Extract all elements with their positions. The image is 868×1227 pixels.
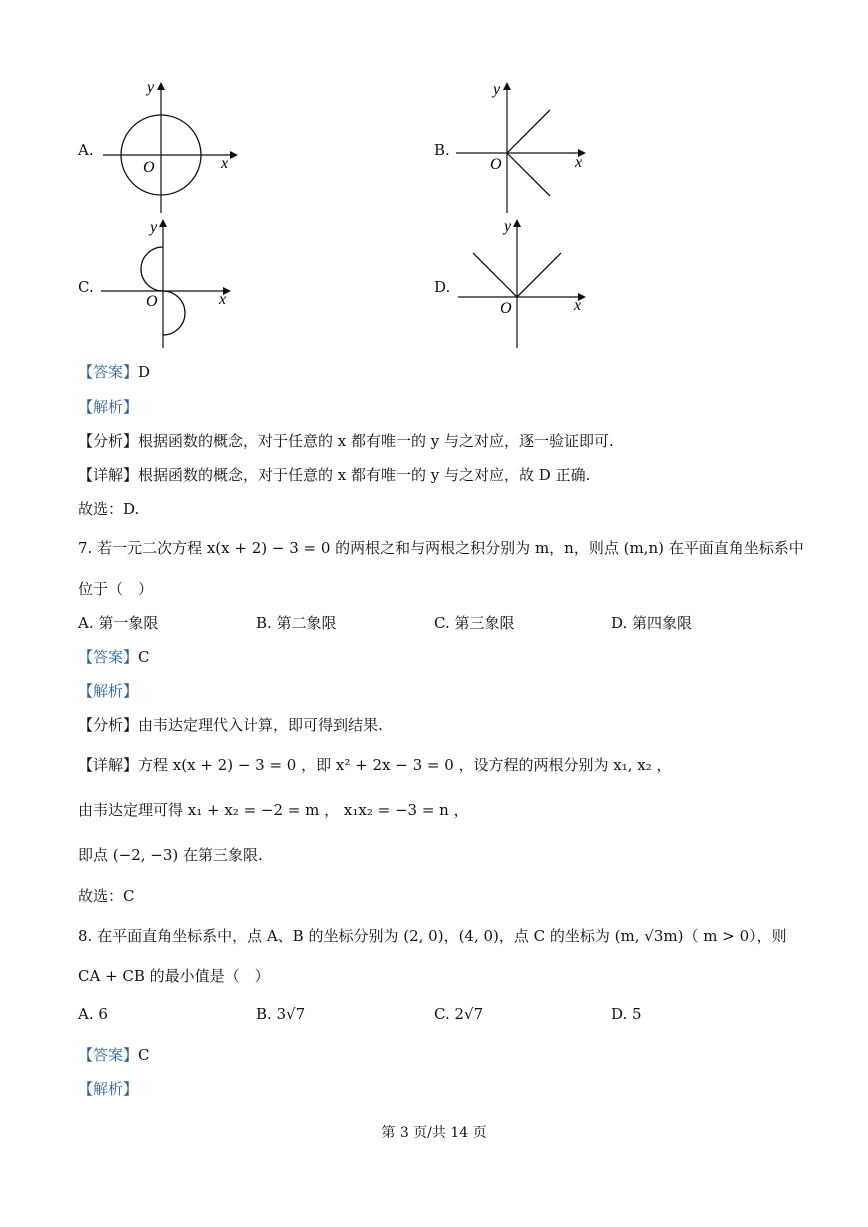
q6-answer-tag: 【答案】 <box>78 363 139 381</box>
page-footer: 第 3 页/共 14 页 <box>381 1125 487 1141</box>
q7-analysis-tag: 【解析】 <box>78 682 139 700</box>
q7-stem-line2: 位于（ ） <box>78 580 154 598</box>
q7-fenxi <box>78 714 383 735</box>
q8-answer-value: C <box>138 1046 150 1064</box>
q6-answer <box>78 361 150 382</box>
option-c-label: C. <box>78 278 94 296</box>
q8-answer-tag: 【答案】 <box>78 1046 139 1064</box>
q7-conclusion: 故选：C <box>78 887 135 905</box>
option-b-label: B. <box>434 141 450 159</box>
q7-xiangjie-line1 <box>78 754 672 775</box>
q7-option-a: A. 第一象限 <box>78 614 159 632</box>
graph-d-origin: O <box>500 300 512 317</box>
q6-xiangjie <box>78 464 590 485</box>
graph-a-x-label: x <box>221 155 229 172</box>
graph-b-origin: O <box>490 156 502 173</box>
graph-d-y-label: y <box>504 218 512 235</box>
q7-option-c: C. 第三象限 <box>434 614 515 632</box>
q7-answer-value: C <box>138 648 150 666</box>
q6-answer-value: D <box>138 363 151 381</box>
graph-d-v-shape <box>452 215 602 355</box>
q8-option-c: C. 2√7 <box>434 1005 484 1023</box>
option-d-label: D. <box>434 278 451 296</box>
q7-option-b: B. 第二象限 <box>256 614 337 632</box>
q6-xiangjie-text: 根据函数的概念，对于任意的 x 都有唯一的 y 与之对应，故 D 正确. <box>138 466 591 484</box>
q8-option-d: D. 5 <box>611 1005 642 1023</box>
q7-answer-tag: 【答案】 <box>78 648 139 666</box>
q7-xiangjie-text: 方程 x(x + 2) − 3 = 0 ，即 x² + 2x − 3 = 0 ，设方程的两根分别为 x₁, x₂ ， <box>138 756 672 774</box>
q7-xiangjie-line3: 即点 (−2, −3) 在第三象限. <box>78 846 263 864</box>
graph-b-y-label: y <box>493 81 501 98</box>
q6-analysis-tag: 【解析】 <box>78 398 139 416</box>
q6-xiangjie-tag: 【详解】 <box>78 466 139 484</box>
q7-xiangjie-tag: 【详解】 <box>78 756 139 774</box>
graph-d-x-label: x <box>574 297 582 314</box>
q6-fenxi-text: 根据函数的概念，对于任意的 x 都有唯一的 y 与之对应，逐一验证即可. <box>138 432 614 450</box>
q6-fenxi-tag: 【分析】 <box>78 432 139 450</box>
graph-a-circle <box>95 78 245 218</box>
q8-option-a: A. 6 <box>78 1005 108 1023</box>
graph-c-semicircles <box>95 215 245 355</box>
q6-fenxi <box>78 430 614 451</box>
q7-answer <box>78 646 150 667</box>
q8-option-b: B. 3√7 <box>256 1005 306 1023</box>
graph-c-origin: O <box>146 293 158 310</box>
option-a-label: A. <box>78 141 94 159</box>
q8-analysis-tag: 【解析】 <box>78 1080 139 1098</box>
q7-xiangjie-line2: 由韦达定理可得 x₁ + x₂ = −2 = m ， x₁x₂ = −3 = n ， <box>78 801 469 819</box>
graph-c-x-label: x <box>219 291 227 308</box>
graph-a-origin: O <box>143 159 155 176</box>
q6-conclusion: 故选：D. <box>78 500 140 518</box>
q7-option-d: D. 第四象限 <box>611 614 693 632</box>
q7-stem-line1: 7. 若一元二次方程 x(x + 2) − 3 = 0 的两根之和与两根之积分别为 m，n，则点 (m,n) 在平面直角坐标系中 <box>78 539 804 557</box>
q7-fenxi-text: 由韦达定理代入计算，即可得到结果. <box>138 716 383 734</box>
q8-answer <box>78 1044 150 1065</box>
q8-stem-line1: 8. 在平面直角坐标系中，点 A、B 的坐标分别为 (2, 0)，(4, 0)，点 C 的坐标为 (m, √3m)（ m > 0），则 <box>78 927 787 945</box>
graph-b-rays <box>452 78 602 218</box>
q7-fenxi-tag: 【分析】 <box>78 716 139 734</box>
graph-b-x-label: x <box>575 154 583 171</box>
graph-a-y-label: y <box>147 79 155 96</box>
q8-stem-line2: CA + CB 的最小值是（ ） <box>78 967 270 985</box>
graph-c-y-label: y <box>150 219 158 236</box>
